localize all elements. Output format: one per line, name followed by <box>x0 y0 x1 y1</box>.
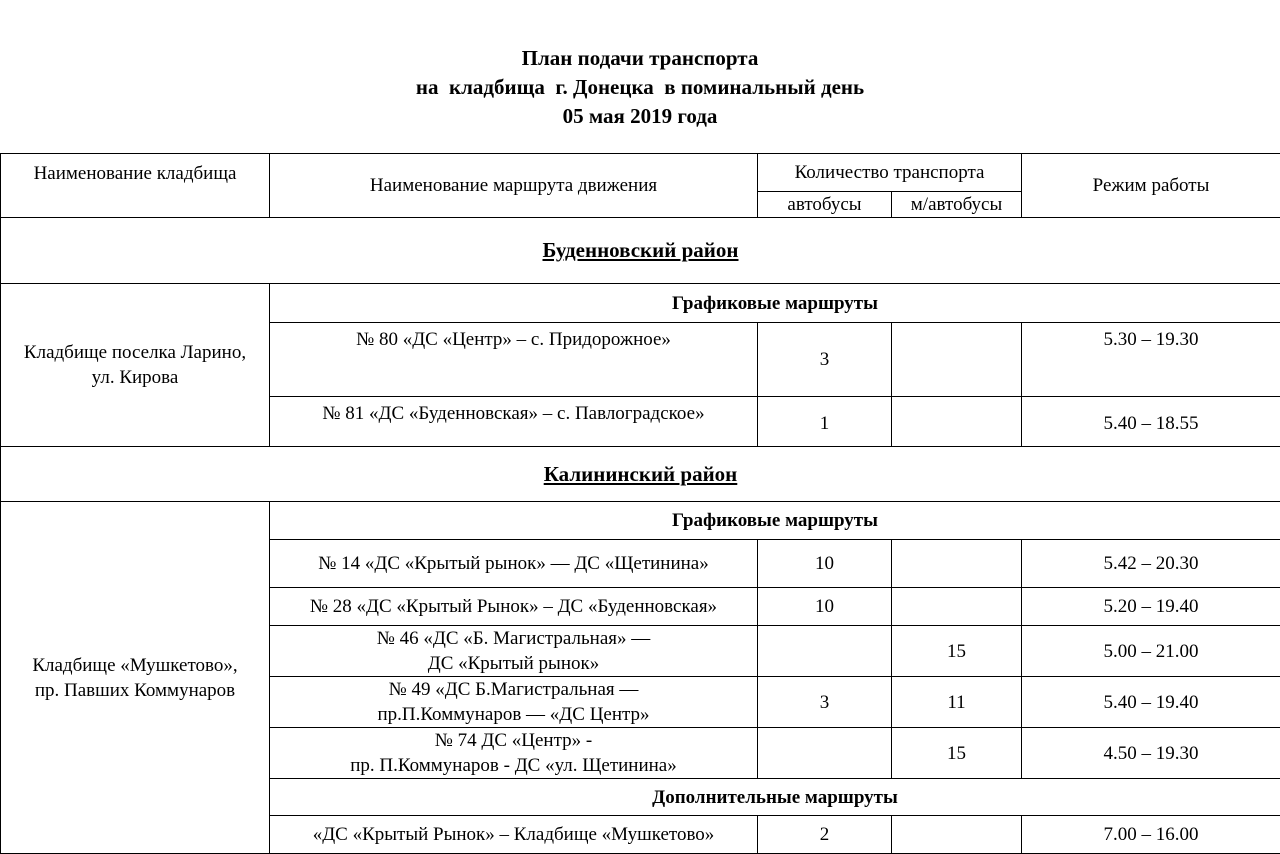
buses-count: 2 <box>758 816 892 854</box>
minibuses-count <box>892 323 1022 397</box>
minibuses-count: 11 <box>892 677 1022 728</box>
route-name: № 81 «ДС «Буденновская» – с. Павлоградское» <box>270 397 758 447</box>
buses-count <box>758 626 892 677</box>
header-buses: автобусы <box>758 192 892 218</box>
cemetery-cell <box>1 502 270 854</box>
buses-count: 3 <box>758 677 892 728</box>
route-name-line-1: № 49 «ДС Б.Магистральная — <box>276 677 751 702</box>
title-line-2: на кладбища г. Донецка в поминальный день <box>0 73 1280 102</box>
route-name: «ДС «Крытый Рынок» – Кладбище «Мушкетово» <box>270 816 758 854</box>
route-name: № 80 «ДС «Центр» – с. Придорожное» <box>270 323 758 397</box>
title-line-3: 05 мая 2019 года <box>0 102 1280 131</box>
cemetery-name-line-2: ул. Кирова <box>7 365 263 390</box>
route-name <box>270 626 758 677</box>
route-name-line-1: № 46 «ДС «Б. Магистральная» — <box>276 626 751 651</box>
working-hours: 5.40 – 18.55 <box>1022 397 1280 447</box>
section-row <box>1 502 1280 540</box>
district-row <box>1 218 1280 284</box>
working-hours: 7.00 – 16.00 <box>1022 816 1280 854</box>
cemetery-name-line-1: Кладбище «Мушкетово», <box>7 653 263 678</box>
cemetery-name-line-2: пр. Павших Коммунаров <box>7 678 263 703</box>
header-row <box>1 154 1280 192</box>
working-hours: 5.00 – 21.00 <box>1022 626 1280 677</box>
schedule-table <box>0 153 1280 854</box>
title-line-1: План подачи транспорта <box>0 44 1280 73</box>
district-name: Буденновский район <box>1 218 1280 284</box>
minibuses-count: 15 <box>892 626 1022 677</box>
cemetery-name-line-1: Кладбище поселка Ларино, <box>7 340 263 365</box>
buses-count: 3 <box>758 323 892 397</box>
document-title <box>0 44 1280 131</box>
buses-count: 1 <box>758 397 892 447</box>
working-hours: 5.20 – 19.40 <box>1022 588 1280 626</box>
minibuses-count: 15 <box>892 728 1022 779</box>
header-schedule: Режим работы <box>1022 154 1280 218</box>
route-name-line-1: № 74 ДС «Центр» - <box>276 728 751 753</box>
route-name-line-2: ДС «Крытый рынок» <box>276 651 751 676</box>
minibuses-count <box>892 588 1022 626</box>
minibuses-count <box>892 397 1022 447</box>
section-title: Графиковые маршруты <box>270 284 1280 323</box>
minibuses-count <box>892 540 1022 588</box>
working-hours: 5.40 – 19.40 <box>1022 677 1280 728</box>
district-name: Калининский район <box>1 447 1280 502</box>
district-row <box>1 447 1280 502</box>
route-name: № 14 «ДС «Крытый рынок» — ДС «Щетинина» <box>270 540 758 588</box>
section-title: Дополнительные маршруты <box>270 779 1280 816</box>
route-name: № 28 «ДС «Крытый Рынок» – ДС «Буденновская» <box>270 588 758 626</box>
buses-count: 10 <box>758 540 892 588</box>
header-transport-count: Количество транспорта <box>758 154 1022 192</box>
header-minibuses: м/автобусы <box>892 192 1022 218</box>
buses-count <box>758 728 892 779</box>
route-name <box>270 728 758 779</box>
route-name-line-2: пр. П.Коммунаров - ДС «ул. Щетинина» <box>276 753 751 778</box>
route-name-line-2: пр.П.Коммунаров — «ДС Центр» <box>276 702 751 727</box>
minibuses-count <box>892 816 1022 854</box>
working-hours: 5.30 – 19.30 <box>1022 323 1280 397</box>
section-title: Графиковые маршруты <box>270 502 1280 540</box>
route-name <box>270 677 758 728</box>
header-cemetery: Наименование кладбища <box>1 154 270 218</box>
working-hours: 4.50 – 19.30 <box>1022 728 1280 779</box>
buses-count: 10 <box>758 588 892 626</box>
working-hours: 5.42 – 20.30 <box>1022 540 1280 588</box>
header-route: Наименование маршрута движения <box>270 154 758 218</box>
section-row <box>1 284 1280 323</box>
cemetery-cell <box>1 284 270 447</box>
